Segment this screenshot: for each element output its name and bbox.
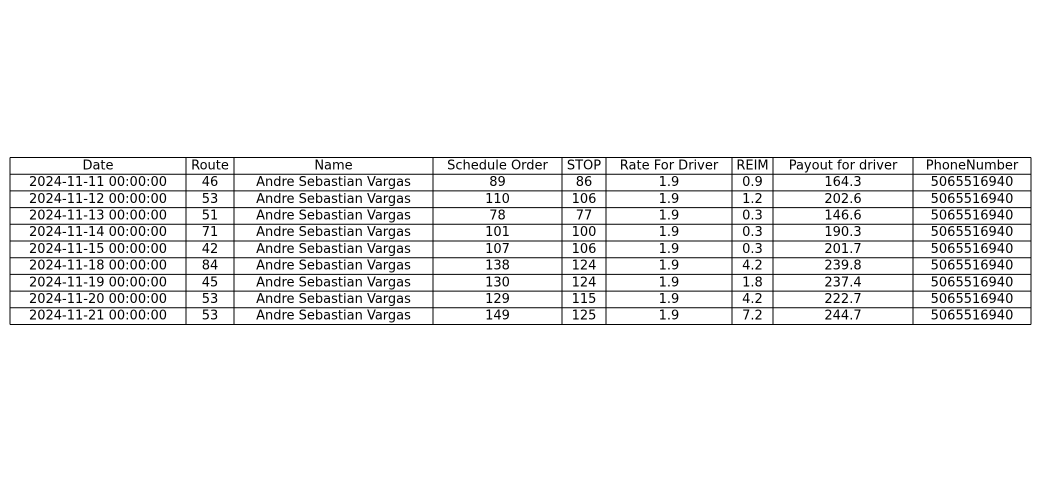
table-cell: 51 (201, 208, 219, 224)
table-cell: 239.8 (824, 258, 862, 274)
table-cell: 1.9 (658, 275, 680, 291)
table-cell: 5065516940 (930, 175, 1014, 191)
table-cell: 115 (571, 291, 597, 307)
table-cell: 0.3 (742, 208, 763, 224)
table-cell: 5065516940 (930, 291, 1014, 307)
table-cell: Andre Sebastian Vargas (256, 241, 411, 257)
table-cell: 5065516940 (930, 241, 1014, 257)
table-cell: 0.9 (742, 175, 763, 191)
table-cell: 2024-11-15 00:00:00 (28, 241, 168, 257)
column-header: Date (82, 158, 114, 174)
table-cell: 107 (485, 241, 510, 257)
table-cell: 42 (201, 241, 219, 257)
column-header: Name (314, 158, 353, 174)
table-cell: 237.4 (824, 275, 862, 291)
table-cell: 1.9 (658, 191, 680, 207)
table-cell: 125 (571, 308, 597, 324)
table-cell: 45 (201, 275, 219, 291)
table-cell: 201.7 (824, 241, 862, 257)
table-cell: 106 (571, 191, 597, 207)
column-header: REIM (736, 158, 769, 174)
table-cell: 2024-11-13 00:00:00 (28, 208, 168, 224)
table-cell: 77 (575, 208, 593, 224)
table-cell: 4.2 (742, 291, 763, 307)
table-cell: Andre Sebastian Vargas (256, 258, 411, 274)
table-cell: Andre Sebastian Vargas (256, 225, 411, 241)
table-cell: Andre Sebastian Vargas (256, 291, 411, 307)
table-cell: 5065516940 (930, 225, 1014, 241)
table-cell: Andre Sebastian Vargas (256, 275, 411, 291)
table-cell: 2024-11-19 00:00:00 (28, 275, 168, 291)
column-header: STOP (566, 158, 602, 174)
table-cell: Andre Sebastian Vargas (256, 308, 411, 324)
table-cell: 84 (201, 258, 219, 274)
table-cell: 1.9 (658, 258, 680, 274)
table-cell: 1.9 (658, 225, 680, 241)
table-cell: 53 (201, 191, 219, 207)
column-header: Schedule Order (447, 158, 548, 174)
table-cell: 2024-11-11 00:00:00 (28, 175, 168, 191)
table-cell: 53 (201, 308, 219, 324)
table-cell: 7.2 (742, 308, 763, 324)
column-header: Route (191, 158, 229, 174)
table-cell: Andre Sebastian Vargas (256, 208, 411, 224)
table-cell: 1.2 (742, 191, 763, 207)
table-cell: 2024-11-12 00:00:00 (28, 191, 168, 207)
table-cell: 100 (571, 225, 597, 241)
table-cell: 190.3 (824, 225, 862, 241)
table-cell: 71 (201, 225, 219, 241)
table-cell: 5065516940 (930, 275, 1014, 291)
table-cell: 0.3 (742, 225, 763, 241)
table-cell: 4.2 (742, 258, 763, 274)
column-header: Payout for driver (788, 158, 898, 174)
table-cell: 146.6 (824, 208, 862, 224)
table-cell: 1.9 (658, 175, 680, 191)
table-cell: 124 (571, 258, 597, 274)
table-cell: 86 (575, 175, 593, 191)
table-cell: 1.9 (658, 208, 680, 224)
table-cell: 1.9 (658, 291, 680, 307)
table-cell: 202.6 (824, 191, 862, 207)
table-cell: 149 (485, 308, 510, 324)
table-cell: 110 (485, 191, 510, 207)
table-cell: Andre Sebastian Vargas (256, 191, 411, 207)
table-cell: 2024-11-14 00:00:00 (28, 225, 168, 241)
table-cell: 2024-11-20 00:00:00 (28, 291, 168, 307)
table-cell: 1.8 (742, 275, 763, 291)
table-cell: 46 (201, 175, 219, 191)
table-cell: 101 (485, 225, 510, 241)
table-cell: 129 (485, 291, 510, 307)
table-cell: 5065516940 (930, 258, 1014, 274)
table-cell: 130 (485, 275, 510, 291)
table-cell: 1.9 (658, 241, 680, 257)
table-cell: 78 (489, 208, 506, 224)
table-cell: Andre Sebastian Vargas (256, 175, 411, 191)
table-cell: 124 (571, 275, 597, 291)
table-cell: 0.3 (742, 241, 763, 257)
table-cell: 53 (201, 291, 219, 307)
table-cell: 138 (485, 258, 510, 274)
table-cell: 164.3 (824, 175, 862, 191)
table-cell: 89 (489, 175, 506, 191)
table-cell: 244.7 (824, 308, 862, 324)
table-cell: 5065516940 (930, 191, 1014, 207)
table-cell: 5065516940 (930, 208, 1014, 224)
column-header: PhoneNumber (925, 158, 1019, 174)
column-header: Rate For Driver (619, 158, 719, 174)
table-cell: 106 (571, 241, 597, 257)
table-cell: 2024-11-18 00:00:00 (28, 258, 168, 274)
table-cell: 1.9 (658, 308, 680, 324)
table-cell: 5065516940 (930, 308, 1014, 324)
table-cell: 222.7 (824, 291, 862, 307)
table-cell: 2024-11-21 00:00:00 (28, 308, 168, 324)
